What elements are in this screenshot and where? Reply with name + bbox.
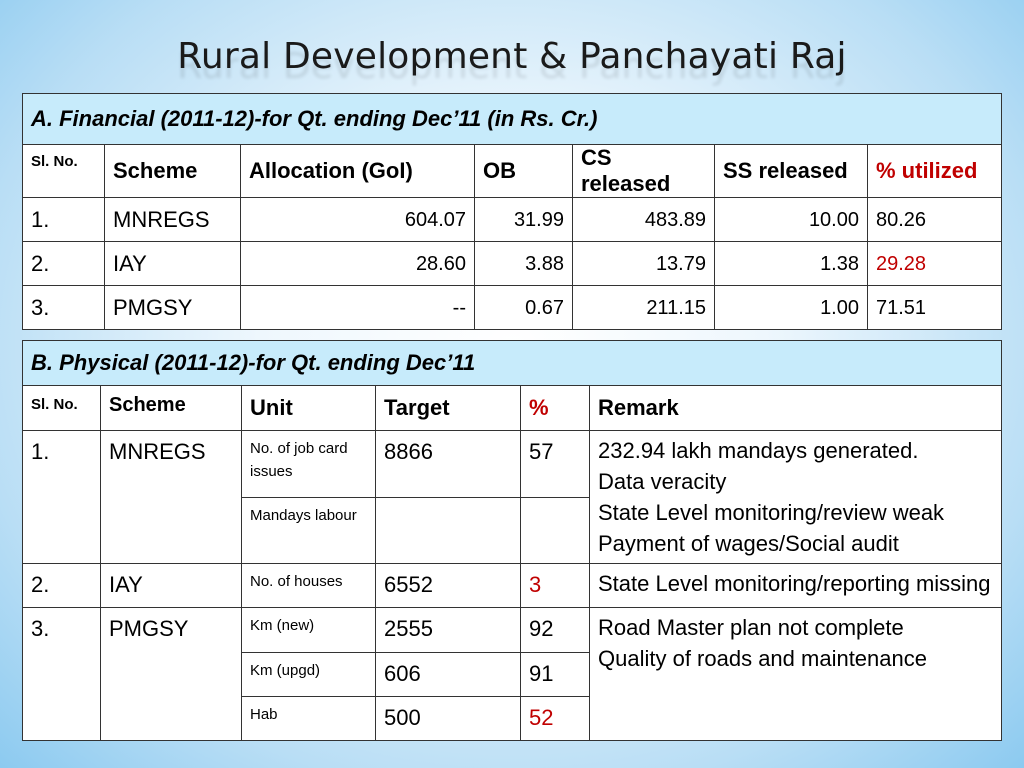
header-pct-utilized: % utilized xyxy=(868,145,1002,198)
row-allocation: 28.60 xyxy=(241,242,475,286)
row-cs-released: 13.79 xyxy=(573,242,715,286)
row-ob: 0.67 xyxy=(475,286,573,330)
row-scheme: MNREGS xyxy=(105,198,241,242)
physical-table xyxy=(22,340,1002,741)
row-pct: 57 xyxy=(521,431,590,498)
row-unit: No. of houses xyxy=(242,564,376,608)
header-scheme: Scheme xyxy=(101,386,242,431)
row-ss-released: 1.00 xyxy=(715,286,868,330)
row-unit: No. of job card issues xyxy=(242,431,376,498)
header-remark: Remark xyxy=(590,386,1002,431)
row-target: 2555 xyxy=(376,608,521,653)
row-remark: State Level monitoring/reporting missing xyxy=(590,564,1002,608)
row-ob: 3.88 xyxy=(475,242,573,286)
row-pct: 92 xyxy=(521,608,590,653)
row-scheme: PMGSY xyxy=(101,608,242,741)
row-target: 606 xyxy=(376,653,521,697)
row-scheme: PMGSY xyxy=(105,286,241,330)
table-row xyxy=(23,564,1002,608)
row-pct: 52 xyxy=(521,697,590,741)
table-row xyxy=(23,198,1002,242)
row-pct-utilized: 29.28 xyxy=(868,242,1002,286)
table-row xyxy=(23,242,1002,286)
header-ob: OB xyxy=(475,145,573,198)
row-cs-released: 211.15 xyxy=(573,286,715,330)
remark-line: 232.94 lakh mandays generated. xyxy=(598,438,919,463)
row-pct: 91 xyxy=(521,653,590,697)
row-sl-no: 2. xyxy=(23,564,101,608)
row-sl-no: 3. xyxy=(23,608,101,741)
header-cs-released: CS released xyxy=(573,145,715,198)
row-ob: 31.99 xyxy=(475,198,573,242)
row-unit: Km (upgd) xyxy=(242,653,376,697)
row-unit: Km (new) xyxy=(242,608,376,653)
financial-table xyxy=(22,93,1002,330)
row-unit: Hab xyxy=(242,697,376,741)
row-pct xyxy=(521,498,590,564)
row-target: 8866 xyxy=(376,431,521,498)
remark-line: Payment of wages/Social audit xyxy=(598,531,899,556)
header-target: Target xyxy=(376,386,521,431)
header-sl-no: Sl. No. xyxy=(23,386,101,431)
row-sl-no: 2. xyxy=(23,242,105,286)
row-ss-released: 1.38 xyxy=(715,242,868,286)
row-target xyxy=(376,498,521,564)
row-scheme: IAY xyxy=(101,564,242,608)
row-ss-released: 10.00 xyxy=(715,198,868,242)
row-scheme: IAY xyxy=(105,242,241,286)
row-allocation: 604.07 xyxy=(241,198,475,242)
row-target: 6552 xyxy=(376,564,521,608)
header-allocation: Allocation (GoI) xyxy=(241,145,475,198)
header-pct: % xyxy=(521,386,590,431)
row-scheme: MNREGS xyxy=(101,431,242,564)
row-target: 500 xyxy=(376,697,521,741)
table-row xyxy=(23,431,1002,498)
remark-line: State Level monitoring/review weak xyxy=(598,500,945,525)
row-pct-utilized: 71.51 xyxy=(868,286,1002,330)
remark-line: Quality of roads and maintenance xyxy=(598,646,927,671)
physical-caption: B. Physical (2011-12)-for Qt. ending Dec’11 xyxy=(23,341,1002,386)
row-sl-no: 1. xyxy=(23,431,101,564)
row-sl-no: 1. xyxy=(23,198,105,242)
row-unit: Mandays labour xyxy=(242,498,376,564)
header-scheme: Scheme xyxy=(105,145,241,198)
row-cs-released: 483.89 xyxy=(573,198,715,242)
table-row xyxy=(23,608,1002,653)
row-remark xyxy=(590,431,1002,564)
financial-caption: A. Financial (2011-12)-for Qt. ending Dec’11 (in Rs. Cr.) xyxy=(23,94,1002,145)
header-unit: Unit xyxy=(242,386,376,431)
row-allocation: -- xyxy=(241,286,475,330)
header-ss-released: SS released xyxy=(715,145,868,198)
table-row xyxy=(23,286,1002,330)
header-sl-no: Sl. No. xyxy=(23,145,105,198)
remark-line: Data veracity xyxy=(598,469,727,494)
row-pct: 3 xyxy=(521,564,590,608)
row-pct-utilized: 80.26 xyxy=(868,198,1002,242)
remark-line: Road Master plan not complete xyxy=(598,615,904,640)
page-title: Rural Development & Panchayati Raj xyxy=(177,36,847,77)
row-remark xyxy=(590,608,1002,741)
row-sl-no: 3. xyxy=(23,286,105,330)
